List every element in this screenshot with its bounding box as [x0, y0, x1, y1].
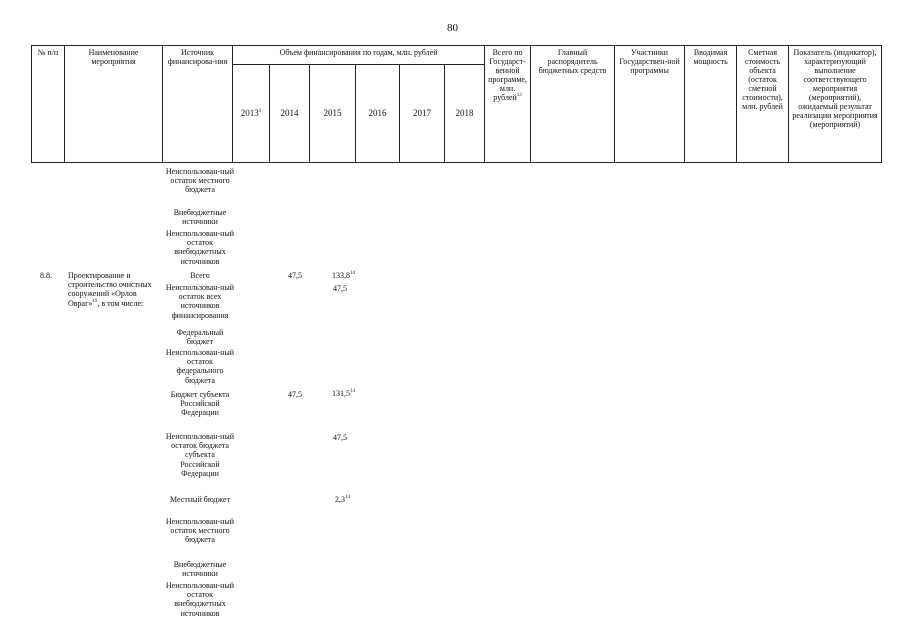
- header-col-total-text: Всего по Государст-венной программе, млн. рублей: [488, 48, 527, 102]
- row-source: Неиспользован-ный остаток внебюджетных источников: [165, 581, 235, 618]
- row-value-2015-text: 133,8: [332, 271, 350, 280]
- table-header: [31, 45, 882, 163]
- carryover-source: Неиспользован-ный остаток внебюджетных источников: [165, 229, 235, 266]
- row-value-2015-text: 131,5: [332, 389, 350, 398]
- header-year-2015: 2015: [310, 65, 356, 163]
- header-year-2016: 2016: [356, 65, 400, 163]
- header-col-cost: Сметная стоимость объекта (остаток сметной стоимости), млн. рублей: [737, 46, 789, 163]
- year-2013-label: 2013: [240, 108, 259, 118]
- row-value-2015: [315, 495, 350, 504]
- header-col-no: № п/п: [32, 46, 65, 163]
- item-number: 8.8.: [40, 271, 52, 280]
- row-value-2015-text: 2,3: [335, 495, 345, 504]
- header-col-name: Наименование мероприятия: [65, 46, 163, 163]
- item-name-suffix: , в том числе:: [97, 298, 144, 308]
- row-value-2015: 47,5: [333, 284, 347, 293]
- header-col-participants: Участники Государствен-ной программы: [615, 46, 685, 163]
- carryover-source: Неиспользован-ный остаток местного бюджета: [165, 167, 235, 195]
- row-source: Неиспользован-ный остаток федерального бюджета: [165, 348, 235, 385]
- row-source: Неиспользован-ный остаток всех источников финансирования: [165, 283, 235, 320]
- row-value-2015-sup: 14: [345, 495, 350, 500]
- header-year-2017: 2017: [400, 65, 445, 163]
- row-value-2015: [315, 389, 355, 398]
- row-source: Местный бюджет: [170, 495, 230, 504]
- item-name-text: Проектирование и строительство очистных сооружений «Орлов Овраг»: [68, 271, 152, 308]
- row-source: Неиспользован-ный остаток местного бюджета: [165, 517, 235, 545]
- row-source: Неиспользован-ный остаток бюджета субъекта Российской Федерации: [165, 432, 235, 478]
- header-funding-group: Объем финансирования по годам, млн. рублей: [233, 46, 485, 65]
- row-source: Бюджет субъекта Российской Федерации: [170, 390, 230, 418]
- header-col-manager: Главный распорядитель бюджетных средств: [531, 46, 615, 163]
- page-number: 80: [447, 22, 458, 34]
- item-name-sup: 19: [92, 298, 98, 304]
- year-2013-sup: 1: [258, 109, 262, 114]
- item-name: [68, 271, 168, 308]
- row-value-2014: 47,5: [288, 271, 302, 280]
- header-col-indicator: Показатель (индикатор), характеризующий выполнение соответствующего мероприятия (мероприятий), ожидаемый результат реализации мероприятия (мероприятий): [789, 46, 882, 163]
- header-col-total-sup: 13: [516, 93, 522, 98]
- row-value-2014: 47,5: [288, 390, 302, 399]
- row-value-2015-sup: 14: [350, 271, 355, 276]
- header-col-total: [485, 46, 531, 163]
- header-year-2014: 2014: [270, 65, 310, 163]
- header-col-source: Источник финансирова-ния: [163, 46, 233, 163]
- header-year-2018: 2018: [445, 65, 485, 163]
- row-value-2015: 47,5: [333, 433, 347, 442]
- row-source: Федеральный бюджет: [176, 328, 224, 347]
- row-source: Всего: [190, 271, 210, 280]
- header-year-2013: [233, 65, 270, 163]
- row-source: Внебюджетные источники: [173, 560, 227, 579]
- header-col-capacity: Вводимая мощность: [685, 46, 737, 163]
- row-value-2015-sup: 14: [350, 389, 355, 394]
- carryover-source: Внебюджетные источники: [173, 208, 227, 227]
- row-value-2015: [315, 271, 355, 280]
